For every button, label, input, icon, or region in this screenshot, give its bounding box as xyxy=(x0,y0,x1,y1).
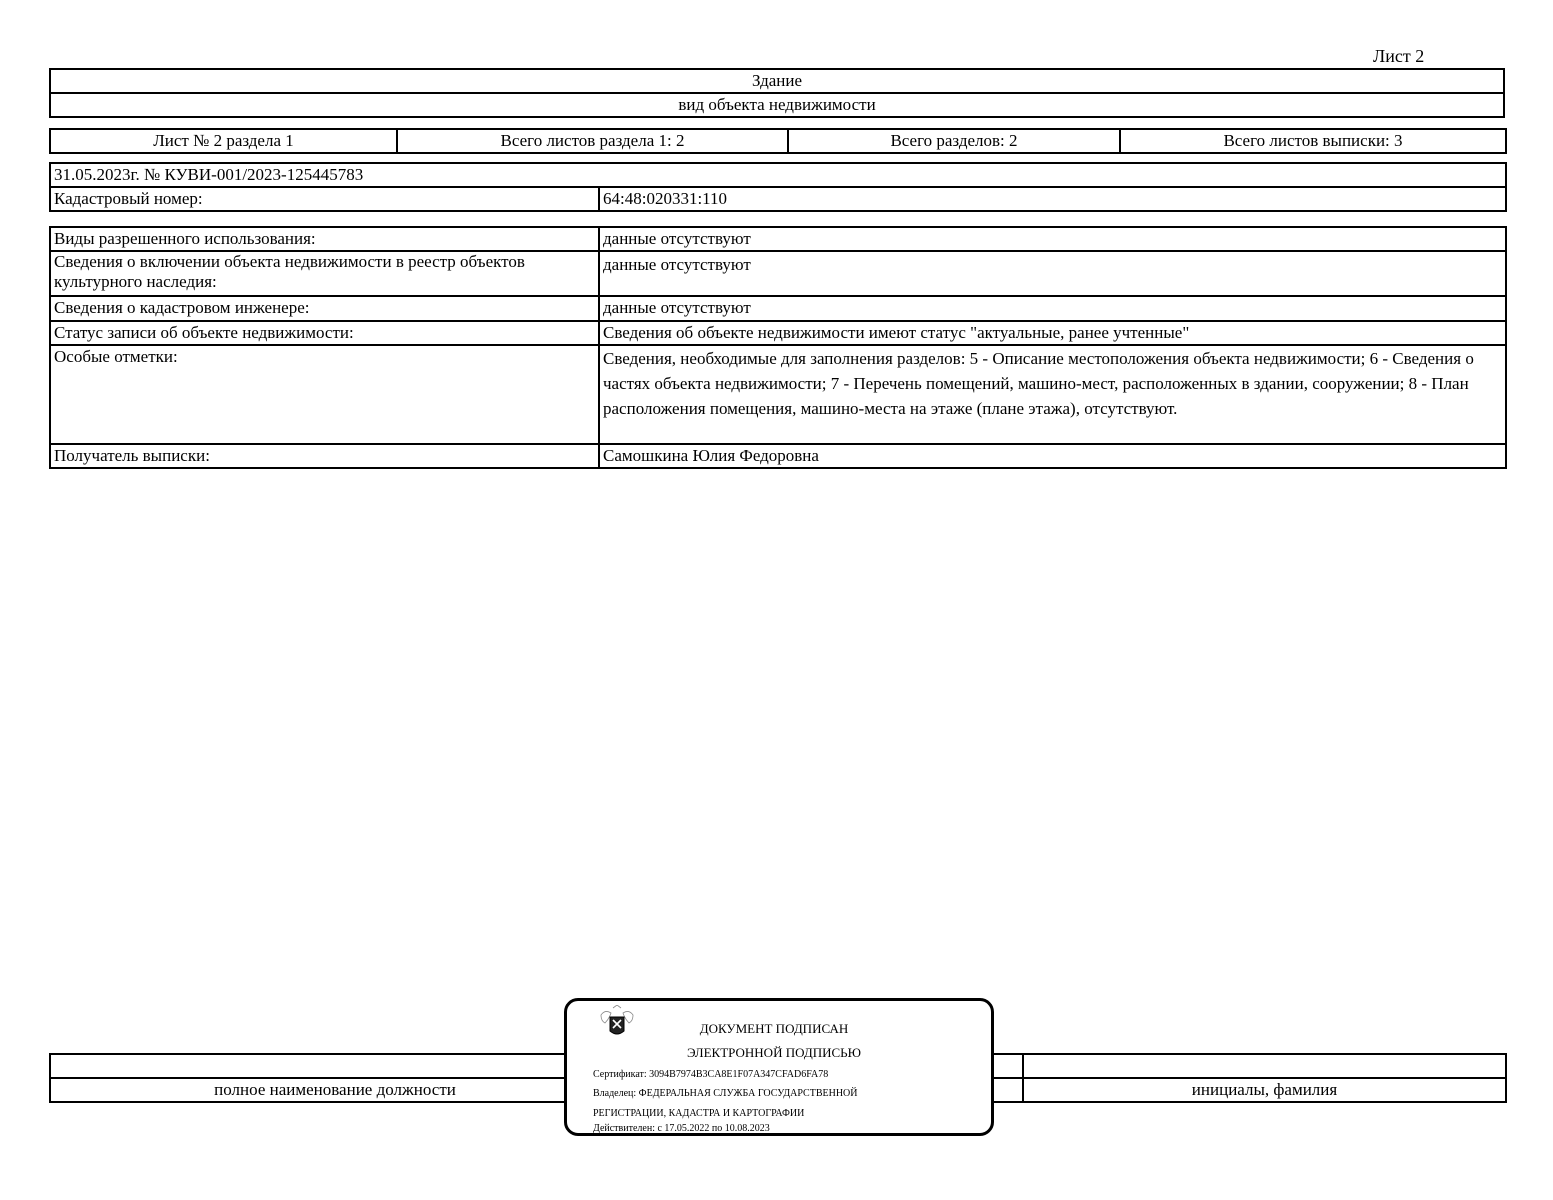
row-value: данные отсутствуют xyxy=(599,296,1506,321)
row-value: данные отсутствуют xyxy=(599,251,1506,296)
row-label: Получатель выписки: xyxy=(50,444,599,468)
row-label: Сведения о кадастровом инженере: xyxy=(50,296,599,321)
row-label: Сведения о включении объекта недвижимости в реестр объектов культурного наследия: xyxy=(50,251,599,296)
row-value: Сведения, необходимые для заполнения разделов: 5 - Описание местоположения объекта недвижимости; 6 - Сведения о частях объекта недвижимости; 7 - Перечень помещений, машино-мест, расположенных в здании, сооружении; 8 - План расположения помещения, машино-места на этаже (плане этажа), отсутствуют. xyxy=(599,345,1506,444)
table-row xyxy=(50,251,1506,296)
stamp-valid: Действителен: с 17.05.2022 по 10.08.2023 xyxy=(593,1123,770,1134)
details-table xyxy=(49,226,1507,469)
stamp-title-line2: ЭЛЕКТРОННОЙ ПОДПИСЬЮ xyxy=(687,1045,861,1060)
coat-of-arms-icon xyxy=(597,1005,637,1043)
table-row xyxy=(50,345,1506,444)
row-value: Сведения об объекте недвижимости имеют статус "актуальные, ранее учтенные" xyxy=(599,321,1506,345)
sheet-number: Лист 2 xyxy=(1373,46,1425,66)
table-row xyxy=(50,444,1506,468)
name-cell xyxy=(1023,1054,1506,1078)
total-sheets-section: Всего листов раздела 1: 2 xyxy=(397,129,788,153)
name-caption: инициалы, фамилия xyxy=(1023,1078,1506,1102)
cadastral-value: 64:48:020331:110 xyxy=(599,187,1506,211)
row-label: Статус записи об объекте недвижимости: xyxy=(50,321,599,345)
object-type-table xyxy=(49,68,1505,118)
position-caption: полное наименование должности xyxy=(50,1078,620,1102)
object-type: Здание xyxy=(50,69,1504,93)
cadastral-label: Кадастровый номер: xyxy=(50,187,599,211)
table-row xyxy=(50,296,1506,321)
total-sections: Всего разделов: 2 xyxy=(788,129,1120,153)
row-value: Самошкина Юлия Федоровна xyxy=(599,444,1506,468)
extract-table xyxy=(49,162,1507,212)
object-type-caption: вид объекта недвижимости xyxy=(50,93,1504,117)
table-row xyxy=(50,227,1506,251)
table-row xyxy=(50,321,1506,345)
stamp-title-line1: ДОКУМЕНТ ПОДПИСАН xyxy=(699,1021,849,1036)
stamp-owner-line2: РЕГИСТРАЦИИ, КАДАСТРА И КАРТОГРАФИИ xyxy=(593,1108,805,1119)
total-sheets-extract: Всего листов выписки: 3 xyxy=(1120,129,1506,153)
row-value: данные отсутствуют xyxy=(599,227,1506,251)
sheet-of-section: Лист № 2 раздела 1 xyxy=(50,129,397,153)
row-label: Особые отметки: xyxy=(50,345,599,444)
stamp-certificate: Сертификат: 3094B7974B3CA8E1F07A347CFAD6FA78 xyxy=(593,1069,829,1080)
extract-date-number: 31.05.2023г. № КУВИ-001/2023-125445783 xyxy=(50,163,1506,187)
electronic-signature-stamp xyxy=(564,998,994,1136)
row-label: Виды разрешенного использования: xyxy=(50,227,599,251)
position-cell xyxy=(50,1054,620,1078)
stamp-owner-line1: Владелец: ФЕДЕРАЛЬНАЯ СЛУЖБА ГОСУДАРСТВЕННОЙ xyxy=(593,1088,858,1099)
sheet-info-table xyxy=(49,128,1507,154)
